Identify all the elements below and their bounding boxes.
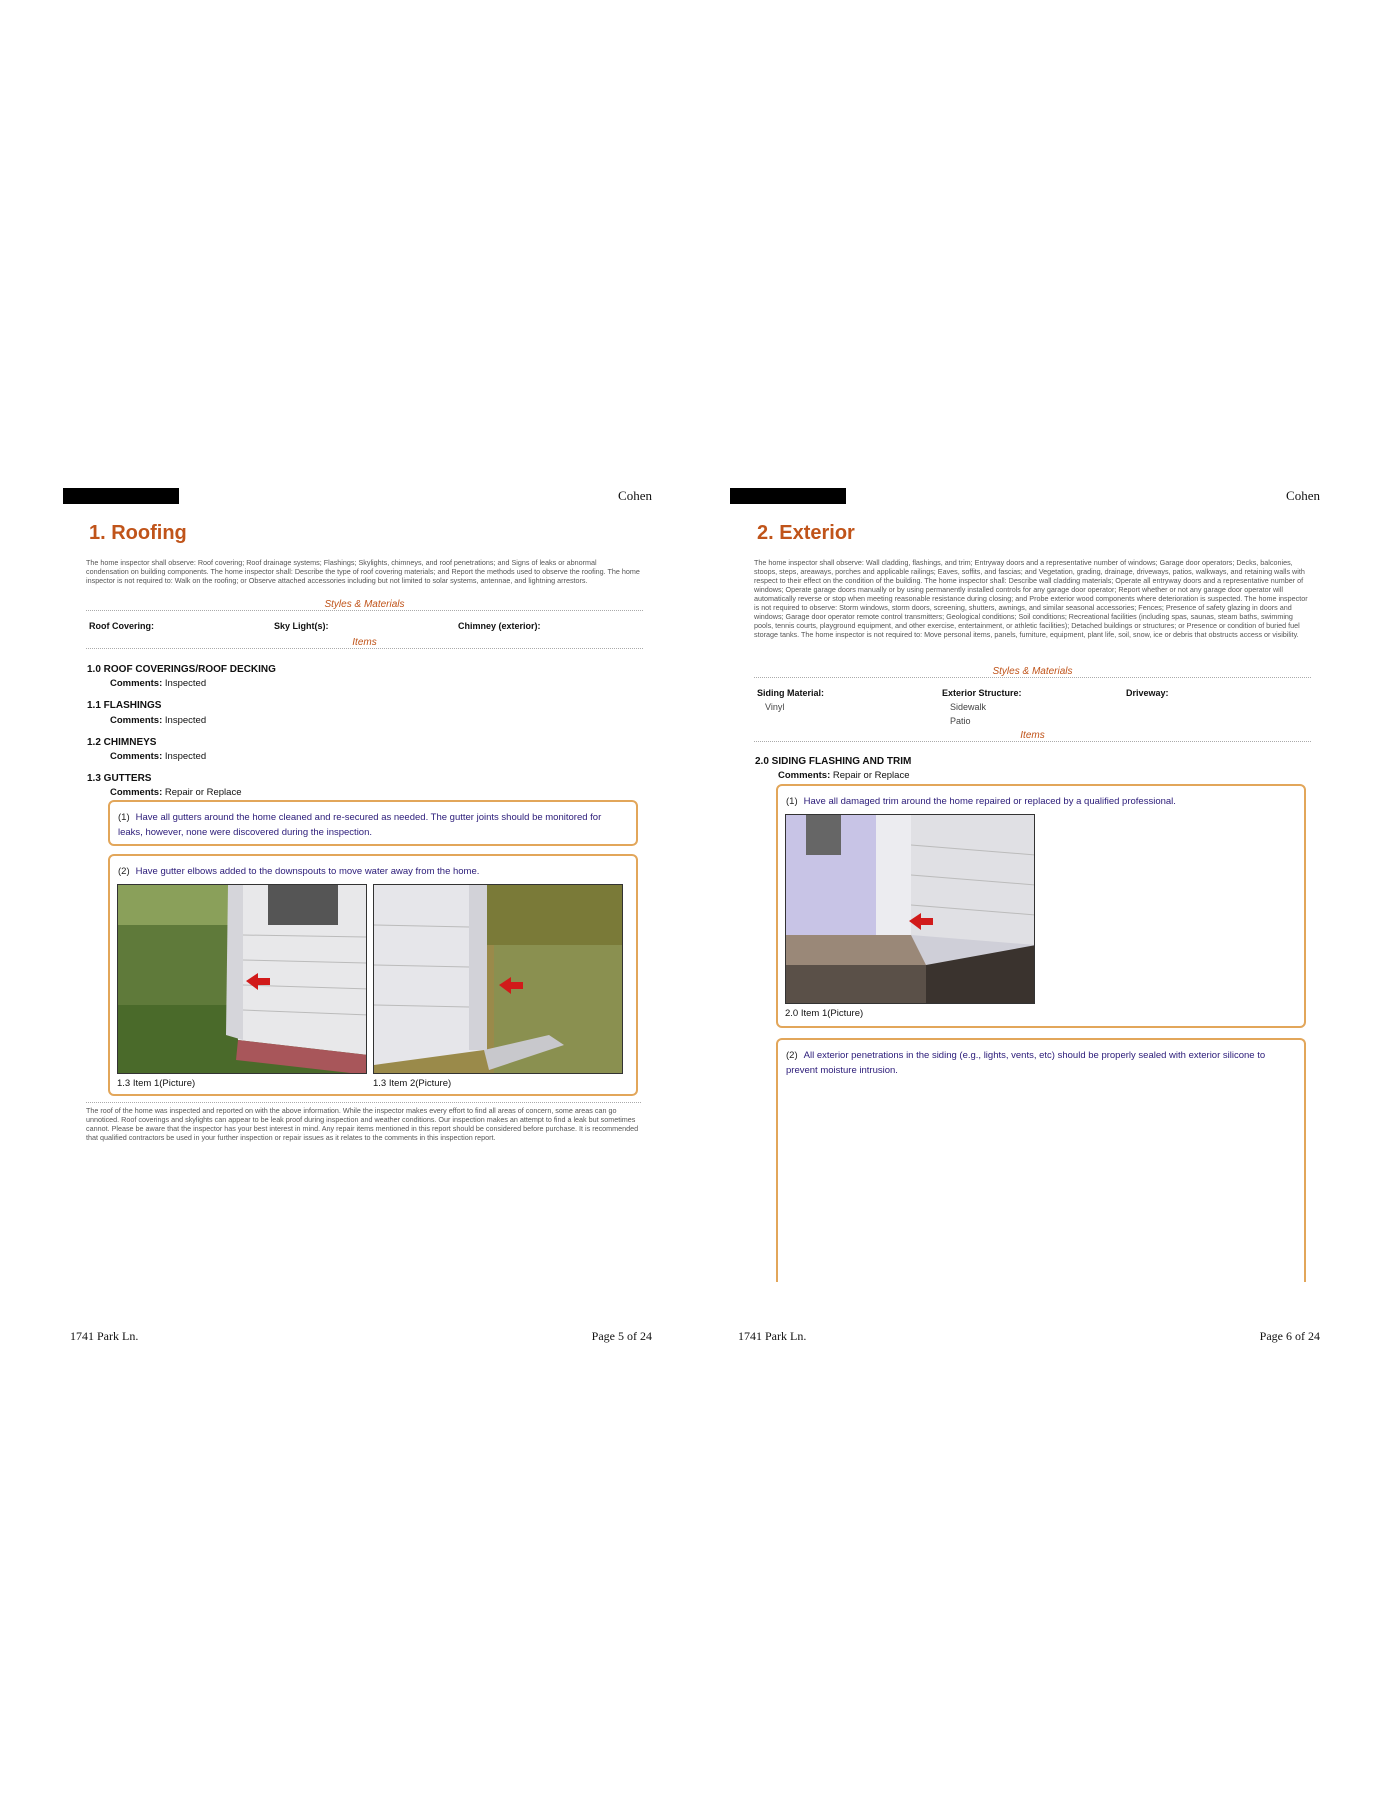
photo-caption: 1.3 Item 2(Picture) xyxy=(373,1078,452,1089)
comment-note-box xyxy=(776,1038,1306,1282)
page-5 xyxy=(62,482,662,1343)
page-6 xyxy=(730,482,1330,1343)
photo-caption: 2.0 Item 1(Picture) xyxy=(785,1008,864,1019)
style-col-chimney: Chimney (exterior): xyxy=(458,621,541,631)
footer-page-number: Page 6 of 24 xyxy=(1259,1329,1320,1343)
item-heading: 1.3 GUTTERS xyxy=(87,773,152,784)
redacted-block xyxy=(730,488,846,504)
item-comments: Comments: Repair or Replace xyxy=(778,770,910,781)
item-heading: 2.0 SIDING FLASHING AND TRIM xyxy=(755,756,912,767)
comment-note: (1) Have all gutters around the home cleaned and re-secured as needed. The gutter joints should be monitored for leaks, however, none were discovered during the inspection. xyxy=(118,812,602,838)
section-title: 2. Exterior xyxy=(757,522,855,544)
item-comments: Comments: Repair or Replace xyxy=(110,787,242,798)
header-client-name: Cohen xyxy=(618,488,652,503)
comment-note: (1) Have all damaged trim around the home repaired or replaced by a qualified professional. xyxy=(786,796,1176,807)
section-intro: The home inspector shall observe: Wall cladding, flashings, and trim; Entryway doors and a representative number of windows; Garage door operators; Decks, balconies, stoops, steps, areaways, porches and applicable railings; Eaves, soffits, and fascias; and Vegetation, grading, drainage, driveways, patios, walkways, and retaining walls with respect to their effect on the condition of the building. The home inspector shall: Describe wall cladding materials; Operate all entryway doors and a representative number of windows; Operate garage doors manually or by using permanently installed controls for any garage door operator; Report whether or not any garage door operator will automatically reverse or stop when meeting reasonable resistance during closing; and Probe exterior wood components where deterioration is suspected. The home inspector is not required to observe: Storm windows, storm doors, screening, shutters, awnings, and similar seasonal accessories; Fences; Presence of safety glazing in doors and windows; Garage door operator remote control transmitters; Geological conditions; Soil conditions; Recreational facilities (including spas, saunas, steam baths, swimming pools, tennis courts, playground equipment, and other exercise, entertainment, or athletic facilities); Detached buildings or structures; or Presence or condition of buried fuel storage tanks. The home inspector is not required to: Move personal items, panels, furniture, equipment, plant life, soil, snow, ice or debris that obstructs access or visibility. xyxy=(754,558,1308,639)
item-comments: Comments: Inspected xyxy=(110,678,207,689)
photo-gutter-1 xyxy=(117,884,367,1074)
items-label: Items xyxy=(86,637,643,649)
style-col-exterior-structure: Exterior Structure: xyxy=(942,688,1022,698)
footer-address: 1741 Park Ln. xyxy=(70,1329,139,1343)
comment-note-box xyxy=(108,854,638,1096)
item-heading: 1.0 ROOF COVERINGS/ROOF DECKING xyxy=(87,664,276,675)
comment-note-box xyxy=(108,800,638,846)
comment-note: (2) All exterior penetrations in the siding (e.g., lights, vents, etc) should be properly sealed with exterior silicone to prevent moisture intrusion. xyxy=(786,1050,1266,1076)
structure-value: Patio xyxy=(950,716,971,726)
style-col-siding: Siding Material: xyxy=(757,688,825,698)
items-label: Items xyxy=(754,730,1311,742)
styles-materials-label: Styles & Materials xyxy=(86,599,643,611)
item-heading: 1.2 CHIMNEYS xyxy=(87,737,157,748)
section-closing-note: The roof of the home was inspected and reported on with the above information. While the inspector makes every effort to find all areas of concern, some areas can go unnoticed. Roof coverings and skylights can appear to be leak proof during inspection and weather conditions. Our inspection makes an attempt to find a leak but sometimes cannot. Please be aware that the inspector has your best interest in mind. Any repair items mentioned in this report should be considered before purchase. It is recommended that qualified contractors be used in your further inspection or repair issues as it relates to the comments in this inspection report. xyxy=(86,1102,641,1142)
photo-trim xyxy=(785,814,1035,1004)
photo-caption: 1.3 Item 1(Picture) xyxy=(117,1078,196,1089)
siding-value: Vinyl xyxy=(765,702,785,712)
redacted-block xyxy=(63,488,179,504)
style-col-roof-covering: Roof Covering: xyxy=(89,621,154,631)
photo-gutter-2 xyxy=(373,884,623,1074)
header-client-name: Cohen xyxy=(1286,488,1320,503)
item-comments: Comments: Inspected xyxy=(110,715,207,726)
style-col-driveway: Driveway: xyxy=(1126,688,1169,698)
comment-note: (2) Have gutter elbows added to the downspouts to move water away from the home. xyxy=(118,866,480,877)
structure-value: Sidewalk xyxy=(950,702,987,712)
item-heading: 1.1 FLASHINGS xyxy=(87,700,162,711)
section-intro: The home inspector shall observe: Roof covering; Roof drainage systems; Flashings; Skylights, chimneys, and roof penetrations; and Signs of leaks or abnormal condensation on building components. The home inspector shall: Describe the type of roof covering materials; and Report the methods used to observe the roofing. The home inspector is not required to: Walk on the roofing; or Observe attached accessories including but not limited to solar systems, antennae, and lightning arrestors. xyxy=(86,558,640,585)
comment-note-box xyxy=(776,784,1306,1028)
footer-page-number: Page 5 of 24 xyxy=(591,1329,652,1343)
styles-materials-label: Styles & Materials xyxy=(754,666,1311,678)
style-col-skylights: Sky Light(s): xyxy=(274,621,329,631)
item-comments: Comments: Inspected xyxy=(110,751,207,762)
section-title: 1. Roofing xyxy=(89,522,187,544)
footer-address: 1741 Park Ln. xyxy=(738,1329,807,1343)
